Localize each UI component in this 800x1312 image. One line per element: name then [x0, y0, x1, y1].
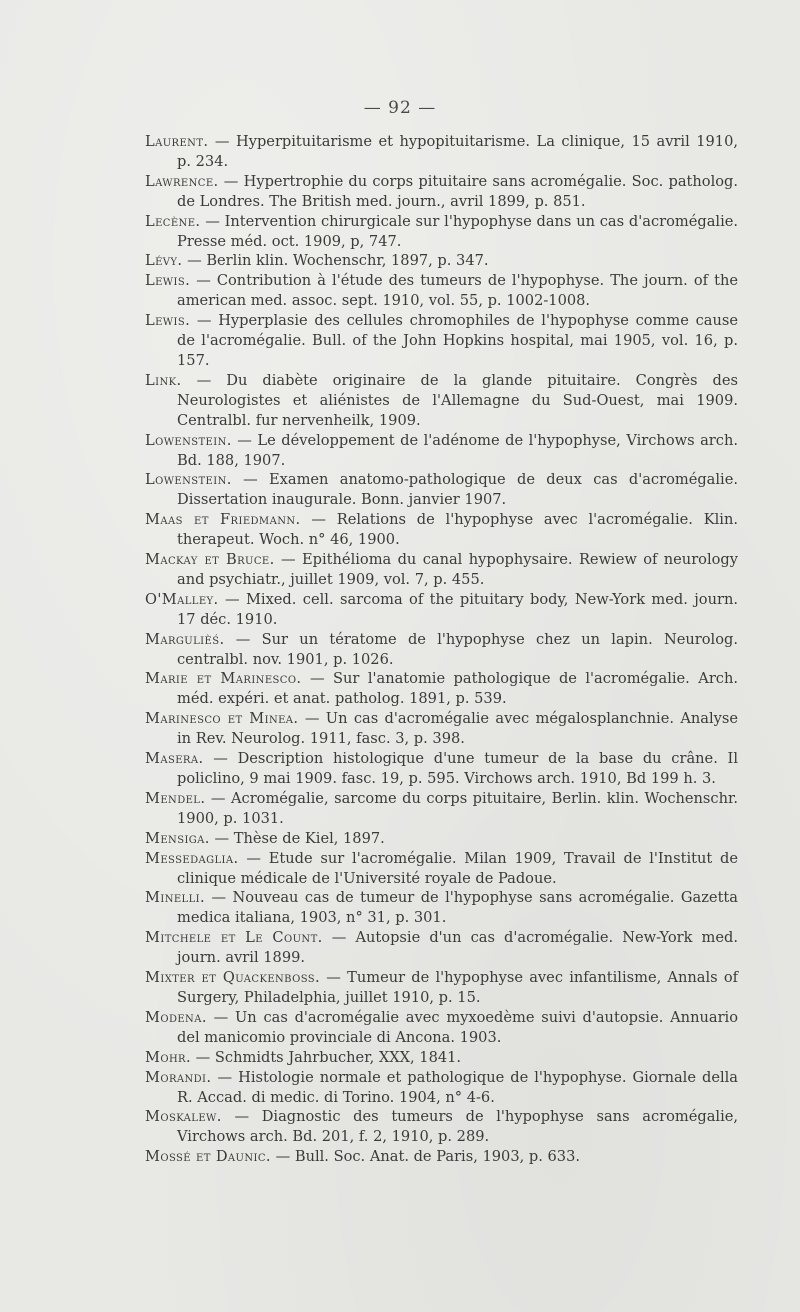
reference-text: — Sur l'anatomie pathologique de l'acromégalie. Arch. méd. expéri. et anat. patholog. 1891, p. 539.	[177, 670, 739, 708]
reference-author: Lewis.	[145, 312, 191, 330]
reference-entry	[145, 371, 738, 431]
reference-text: — Description histologique d'une tumeur de la base du crâne. Il policlino, 9 mai 1909. fasc. 19, p. 595. Virchows arch. 1910, Bd 199 h. 3.	[177, 750, 738, 787]
reference-entry	[145, 251, 738, 271]
reference-text: — Tumeur de l'hypophyse avec infantilisme, Annals of Surgery, Philadelphia, juillet 1910, p. 15.	[177, 969, 739, 1006]
reference-author: Mackay et Bruce.	[145, 551, 275, 569]
reference-author: Mitchele et Le Count.	[145, 929, 323, 947]
reference-author: Link.	[145, 371, 182, 389]
reference-text: — Examen anatomo-pathologique de deux cas d'acromégalie. Dissertation inaugurale. Bonn. janvier 1907.	[177, 471, 738, 509]
reference-text: — Relations de l'hypophyse avec l'acromégalie. Klin. therapeut. Woch. n° 46, 1900.	[177, 511, 738, 549]
reference-author: Mossé et Daunic.	[145, 1148, 271, 1166]
reference-text: — Diagnostic des tumeurs de l'hypophyse sans acromégalie, Virchows arch. Bd. 201, f. 2, 1910, p. 289.	[177, 1108, 739, 1146]
reference-text: — Schmidts Jahrbucher, XXX, 1841.	[195, 1048, 462, 1066]
reference-entry	[145, 888, 738, 928]
reference-text: — Autopsie d'un cas d'acromégalie. New-York med. journ. avril 1899.	[177, 929, 738, 967]
reference-text: — Acromégalie, sarcome du corps pituitaire, Berlin. klin. Wochenschr. 1900, p. 1031.	[177, 789, 738, 827]
reference-text: — Un cas d'acromégalie avec mégalosplanchnie. Analyse in Rev. Neurolog. 1911, fasc. 3, p. 398.	[177, 710, 739, 748]
reference-entry	[145, 1068, 738, 1108]
reference-text: — Sur un tératome de l'hypophyse chez un lapin. Neurolog. centralbl. nov. 1901, p. 1026.	[177, 630, 738, 668]
reference-entry	[145, 431, 738, 471]
reference-entry	[145, 1147, 738, 1167]
reference-text: — Bull. Soc. Anat. de Paris, 1903, p. 633.	[275, 1148, 581, 1166]
reference-text: — Un cas d'acromégalie avec myxoedème suivi d'autopsie. Annuario del manicomio provinciale di Ancona. 1903.	[177, 1008, 739, 1046]
reference-text: — Etude sur l'acromégalie. Milan 1909, Travail de l'Institut de clinique médicale de l'Université royale de Padoue.	[177, 849, 738, 887]
reference-author: Masera.	[145, 750, 204, 768]
reference-text: — Thèse de Kiel, 1897.	[214, 829, 385, 847]
reference-entry	[145, 669, 738, 709]
reference-author: Mensiga.	[145, 829, 210, 847]
reference-text: — Hyperpituitarisme et hypopituitarisme. La clinique, 15 avril 1910, p. 234.	[177, 133, 739, 170]
reference-author: Mixter et Quackenboss.	[145, 969, 321, 987]
reference-author: Mohr.	[145, 1048, 192, 1066]
reference-text: — Hyperplasie des cellules chromophiles de l'hypophyse comme cause de l'acromégalie. Bull. of the John Hopkins hospital, mai 1905, vol. 16, p. 157.	[177, 312, 738, 369]
reference-author: Lévy.	[145, 252, 183, 270]
reference-entry	[145, 271, 738, 311]
reference-entry	[145, 510, 738, 550]
reference-author: Lowenstein.	[145, 471, 232, 489]
reference-text: — Mixed. cell. sarcoma of the pituitary body, New-York med. journ. 17 déc. 1910.	[177, 590, 739, 628]
reference-entry	[145, 630, 738, 670]
reference-author: Maas et Friedmann.	[145, 511, 301, 529]
reference-author: Moskalew.	[145, 1108, 222, 1126]
reference-entry	[145, 749, 738, 789]
reference-entry	[145, 928, 738, 968]
reference-text: — Berlin klin. Wochenschr, 1897, p. 347.	[187, 252, 489, 270]
page-number: — 92 —	[363, 98, 437, 118]
reference-text: — Histologie normale et pathologique de l'hypophyse. Giornale della R. Accad. di medic. di Torino. 1904, n° 4-6.	[177, 1068, 739, 1106]
reference-author: Messedaglia.	[145, 849, 239, 867]
reference-text: — Hypertrophie du corps pituitaire sans acromégalie. Soc. patholog. de Londres. The British med. journ., avril 1899, p. 851.	[177, 172, 738, 210]
reference-entry	[145, 311, 738, 371]
reference-list	[145, 132, 738, 1167]
reference-text: — Intervention chirurgicale sur l'hypophyse dans un cas d'acromégalie. Presse méd. oct. 1909, p, 747.	[177, 212, 739, 250]
reference-author: Lowenstein.	[145, 431, 232, 449]
reference-entry	[145, 590, 738, 630]
reference-entry	[145, 470, 738, 510]
reference-author: Minelli.	[145, 889, 206, 907]
reference-author: Laurent.	[145, 133, 209, 150]
reference-author: Morandi.	[145, 1068, 212, 1086]
reference-entry	[145, 829, 738, 849]
reference-author: Margulièś.	[145, 630, 225, 648]
reference-author: Lecène.	[145, 212, 201, 230]
reference-entry	[145, 172, 738, 212]
reference-entry	[145, 1048, 738, 1068]
reference-text: — Nouveau cas de tumeur de l'hypophyse sans acromégalie. Gazetta medica italiana, 1903, n° 31, p. 301.	[177, 889, 738, 927]
reference-text: — Le développement de l'adénome de l'hypophyse, Virchows arch. Bd. 188, 1907.	[177, 431, 738, 469]
reference-entry	[145, 789, 738, 829]
reference-entry	[145, 968, 738, 1008]
reference-entry	[145, 849, 738, 889]
reference-entry	[145, 1008, 738, 1048]
reference-text: — Epithélioma du canal hypophysaire. Rewiew of neurology and psychiatr., juillet 1909, vol. 7, p. 455.	[177, 551, 739, 588]
reference-entry	[145, 550, 738, 590]
reference-author: Marinesco et Minea.	[145, 710, 299, 728]
reference-entry	[145, 132, 738, 172]
reference-entry	[145, 212, 738, 252]
reference-text: — Du diabète originaire de la glande pituitaire. Congrès des Neurologistes et aliénistes de l'Allemagne du Sud-Ouest, mai 1909. Centralbl. fur nervenheilk, 1909.	[177, 371, 739, 429]
reference-author: O'Malley.	[145, 590, 219, 608]
reference-entry	[145, 1107, 738, 1147]
reference-author: Lawrence.	[145, 172, 219, 190]
reference-author: Modena.	[145, 1008, 207, 1026]
reference-entry	[145, 709, 738, 749]
reference-text: — Contribution à l'étude des tumeurs de l'hypophyse. The journ. of the american med. assoc. sept. 1910, vol. 55, p. 1002-1008.	[177, 272, 739, 310]
reference-author: Marie et Marinesco.	[145, 670, 302, 688]
reference-author: Mendel.	[145, 789, 206, 807]
reference-author: Lewis.	[145, 272, 191, 290]
